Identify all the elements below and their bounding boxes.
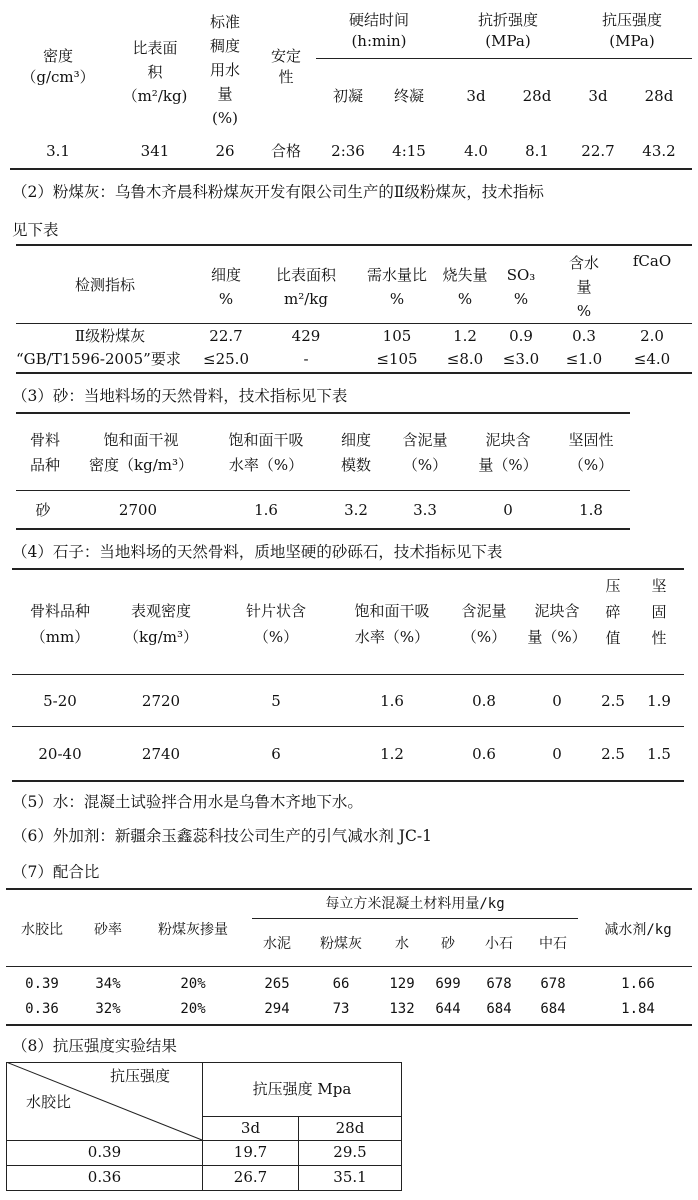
mix-top-line xyxy=(6,888,692,890)
result-h-3d: 3d xyxy=(240,1119,261,1137)
cement-h-water: 标准 稠度 用水 量 (%) xyxy=(209,13,240,127)
sand-h-clay: 泥块含 量（%） xyxy=(478,431,538,474)
sand-h-kind: 骨料 品种 xyxy=(29,431,60,474)
flyash-h-loss: 烧失量 % xyxy=(442,266,488,308)
sand-bottom-line xyxy=(16,528,630,530)
mix-h-flyash: 粉煤灰掺量 xyxy=(158,922,228,938)
sand-header-line xyxy=(16,490,630,491)
stone-top-line xyxy=(12,568,684,570)
cement-bottom-line xyxy=(10,168,692,170)
mix-bottom-line xyxy=(6,1024,692,1026)
cement-h-setting: 硬结时间 (h:min) xyxy=(348,11,409,50)
result-h-28d: 28d xyxy=(335,1119,365,1137)
stone-h-clay: 泥块含 量（%） xyxy=(527,602,587,646)
para-sand-intro: （3）砂：当地料场的天然骨料，技术指标见下表 xyxy=(12,387,348,405)
stone-h-mud: 含泥量 （%） xyxy=(461,602,507,646)
result-diag-bottom: 水胶比 xyxy=(26,1093,72,1111)
cement-sub-28d-b: 28d xyxy=(644,87,674,105)
flyash-h-item: 检测指标 xyxy=(74,276,135,294)
cement-sub-3d-a: 3d xyxy=(466,87,486,105)
result-border-bottom xyxy=(6,1190,402,1191)
mix-h-small: 小石 xyxy=(485,936,513,952)
result-h-group: 抗压强度 Mpa xyxy=(252,1080,352,1098)
stone-h-density: 表观密度 （kg/m³） xyxy=(124,602,198,646)
mix-h-mid: 中石 xyxy=(539,936,567,952)
stone-header-line xyxy=(12,674,684,675)
cement-h-density: 密度 （g/cm³） xyxy=(21,47,95,86)
cement-sub-final: 终凝 xyxy=(393,87,424,105)
mix-h-fly: 粉煤灰 xyxy=(320,936,362,952)
flyash-h-surface: 比表面积 m²/kg xyxy=(275,266,336,308)
mix-h-s: 砂 xyxy=(441,936,455,952)
cement-h-compressive: 抗压强度 (MPa) xyxy=(601,11,662,50)
para-flyash-intro-cont: 见下表 xyxy=(12,221,59,239)
flyash-bottom-line xyxy=(16,372,692,374)
cement-h-surface: 比表面 积 （m²/kg) xyxy=(122,39,188,105)
sand-h-sound: 坚固性 （%） xyxy=(568,431,614,474)
para-water: （5）水：混凝土试验拌合用水是乌鲁木齐地下水。 xyxy=(12,793,363,811)
para-flyash-intro: （2）粉煤灰：乌鲁木齐晨科粉煤灰开发有限公司生产的Ⅱ级粉煤灰，技术指标 xyxy=(12,183,544,201)
stone-row-line xyxy=(12,726,684,727)
flyash-header-line xyxy=(16,323,692,324)
stone-h-absorb: 饱和面干吸 水率（%） xyxy=(354,602,430,646)
flyash-h-fineness: 细度 % xyxy=(210,266,241,308)
stone-h-kind: 骨料品种 （mm） xyxy=(29,602,90,646)
mix-group-line xyxy=(252,918,578,919)
result-border-right xyxy=(401,1062,402,1191)
sand-h-density: 饱和面干视 密度（kg/m³） xyxy=(89,431,193,474)
mix-h-group: 每立方米混凝土材料用量/kg xyxy=(325,896,505,912)
mix-h-ratio: 水胶比 xyxy=(21,922,63,938)
cement-sub-initial: 初凝 xyxy=(332,87,363,105)
mix-h-reducer: 减水剂/kg xyxy=(604,922,672,938)
result-group-line xyxy=(202,1116,402,1117)
flyash-top-line xyxy=(16,244,692,246)
mix-h-sand: 砂率 xyxy=(94,922,122,938)
sand-h-modulus: 细度 模数 xyxy=(340,431,371,474)
stone-h-needle: 针片状含 （%） xyxy=(245,602,306,646)
result-row-line xyxy=(6,1165,402,1166)
stone-h-crush: 压 碎 值 xyxy=(605,577,621,647)
cement-subheader-line xyxy=(316,58,692,59)
flyash-h-moisture: 含水 量 % xyxy=(568,254,599,320)
cement-h-flexural: 抗折强度 (MPa) xyxy=(477,11,538,50)
result-diag-top: 抗压强度 xyxy=(110,1067,171,1085)
cement-sub-28d-a: 28d xyxy=(522,87,552,105)
sand-h-absorb: 饱和面干吸 水率（%） xyxy=(228,431,304,474)
cement-h-stability: 安定 性 xyxy=(270,47,301,86)
flyash-h-fcao: fCaO xyxy=(632,252,672,270)
stone-h-sound: 坚 固 性 xyxy=(651,577,667,647)
cement-sub-3d-b: 3d xyxy=(588,87,608,105)
sand-top-line xyxy=(16,412,630,414)
mix-h-cement: 水泥 xyxy=(263,936,291,952)
para-results: （8）抗压强度实验结果 xyxy=(12,1037,177,1055)
mix-header-line xyxy=(6,966,692,967)
flyash-h-so3: SO₃ % xyxy=(506,266,536,308)
flyash-h-water-ratio: 需水量比 % xyxy=(366,266,427,308)
mix-h-water: 水 xyxy=(395,936,409,952)
sand-h-mud: 含泥量 （%） xyxy=(402,431,448,474)
stone-bottom-line xyxy=(12,780,684,782)
para-admixture: （6）外加剂：新疆余玉鑫蕊科技公司生产的引气减水剂 JC-1 xyxy=(12,827,432,845)
para-mix-ratio: （7）配合比 xyxy=(12,863,100,881)
para-stone-intro: （4）石子：当地料场的天然骨料，质地坚硬的砂砾石，技术指标见下表 xyxy=(12,543,503,561)
